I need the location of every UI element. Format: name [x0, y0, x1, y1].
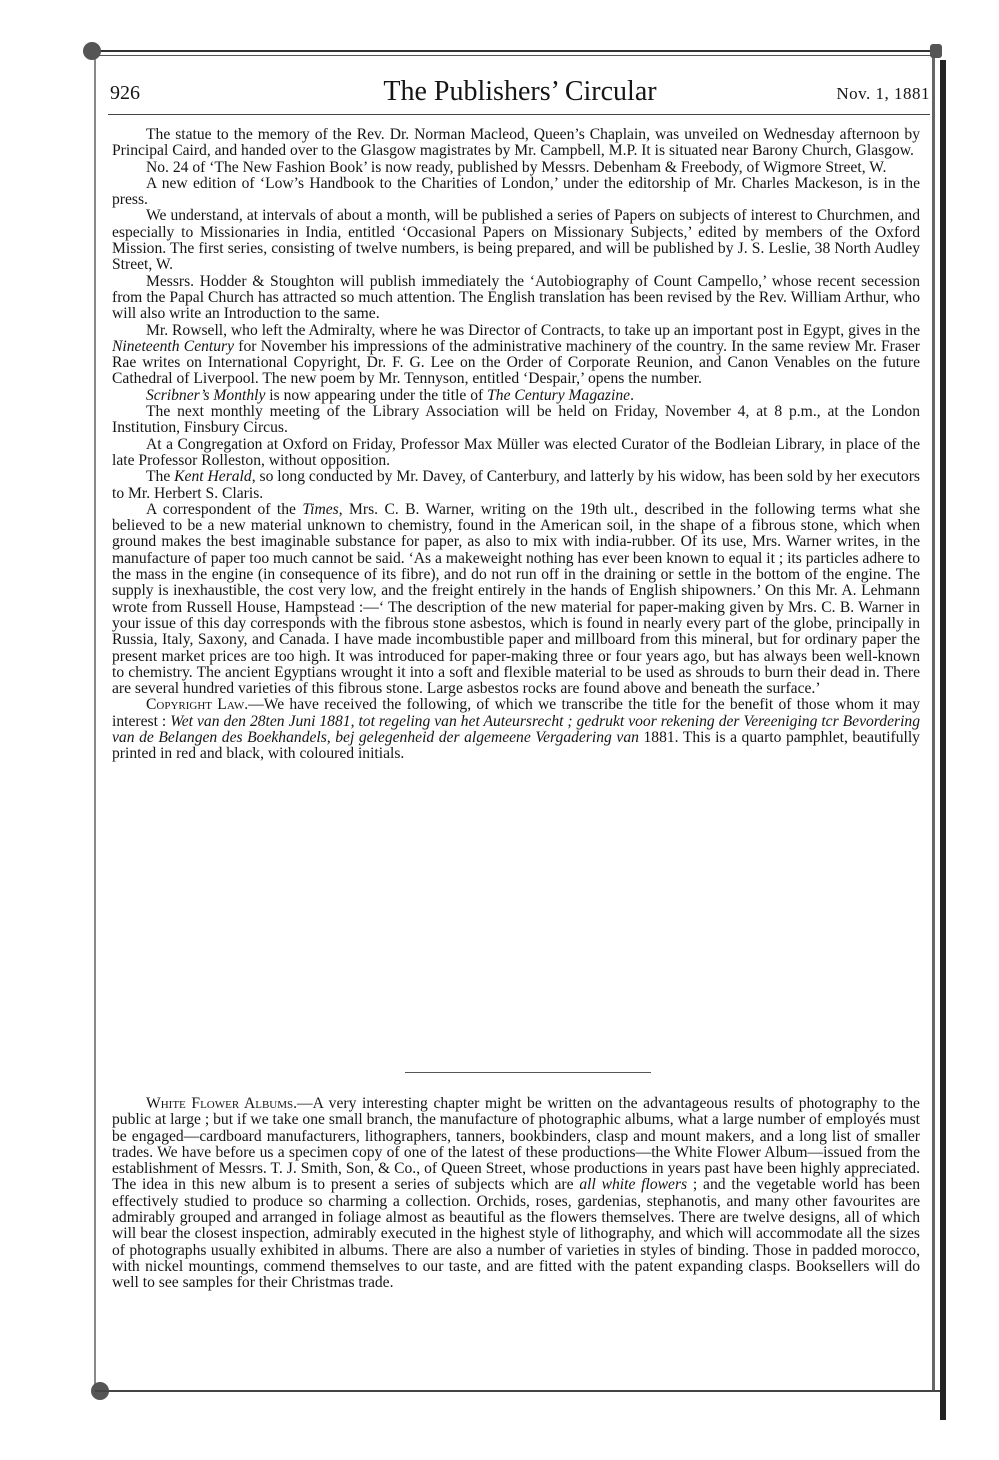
paragraph-max-muller: At a Congregation at Oxford on Friday, Professor Max Müller was elected Curator of the Bodleian Library, in place of the late Professor Rolleston, without opposition. — [112, 435, 920, 469]
top-border-rule-thin — [92, 55, 938, 56]
paragraph-copyright-law: Copyright Law.—We have received the following, of which we transcribe the title for the benefit of those whom it may interest : Wet van den 28ten Juni 1881, tot regeling van het Auteursrecht ; gedrukt voor rekening der Vereeniging tcr Bevordering van de Belangen des Boekhandels, bej gelegenheid der algemeene Vergadering van 1881. This is a quarto pamphlet, beautifully printed in red and black, with coloured initials. — [112, 696, 920, 763]
right-margin-line — [932, 56, 935, 1390]
paragraph-asbestos: A correspondent of the Times, Mrs. C. B. Warner, writing on the 19th ult., described in the following terms what she believed to be a new material unknown to chemistry, found in the American soil, in the shape of a fibrous stone, which when ground makes the best imaginable substance for paper, as also to mix with india-rubber. Of its use, Mrs. Warner writes, in the manufacture of paper too much cannot be said. ‘As a makeweight nothing has ever been known to equal it ; its particles adhere to the mass in the engine (in consequence of its fibre), and do not run off in the draining or settle in the bottom of the engine. The supply is inexhaustible, the cost very low, and the freight entirely in the hands of English shipowners.’ On this Mr. A. Lehmann wrote from Russell House, Hampstead :—‘ The description of the new material for paper-making given by Mrs. C. B. Warner in your issue of this day corresponds with the fibrous stone asbestos, which is found in nearly every part of the globe, principally in Russia, Italy, Saxony, and Canada. I have made incombustible paper and millboard from this mineral, but for ordinary paper the present market prices are too high. It was introduced for paper-making three or four years ago, but has always been well-known to chemistry. The ancient Egyptians wrought it into a soft and flexible material to be used as shrouds to burn their dead in. There are several hundred varieties of this fibrous stone. Large asbestos rocks are found above and beneath the surface.’ — [112, 500, 921, 698]
paragraph-missionary-papers: We understand, at intervals of about a month, will be published a series of Papers on subjects of interest to Churchmen, and especially to Missionaries in India, entitled ‘Occasional Papers on Missionary Subjects,’ edited by members of the Oxford Mission. The first series, consisting of twelve numbers, is being prepared, and will be published by J. S. Leslie, 38 North Audley Street, W. — [112, 207, 920, 274]
corner-ornament-icon — [930, 44, 942, 58]
section-divider — [405, 1072, 651, 1073]
paragraph-fashion-book: No. 24 of ‘The New Fashion Book’ is now ready, published by Messrs. Debenham & Freebody, of Wigmore Street, W. — [146, 158, 887, 176]
journal-title: The Publishers’ Circular — [383, 76, 657, 107]
paragraph-white-flower-albums: White Flower Albums.—A very interesting chapter might be written on the advantageous results of photography to the public at large ; but if we take one small branch, the manufacture of photographic albums, what a large number of employés must be engaged—cardboard manufacturers, lithographers, tanners, bookbinders, clasp and mount makers, and a long list of smaller trades. We have before us a specimen copy of one of the latest of these productions—the White Flower Album—issued from the establishment of Messrs. T. J. Smith, Son, & Co., of Queen Street, whose productions in years past have been highly appreciated. The idea in this new album is to present a series of subjects which are all white flowers ; and the vegetable world has been effectively studied to produce so charming a collection. Orchids, roses, gardenias, stephanotis, and many other favourites are admirably grouped and arranged in foliage almost as beautiful as the flowers themselves. There are twelve designs, all of which will bear the closest inspection, admirably executed in the highest style of lithography, and which will accommodate all the sizes of photographs usually exhibited in albums. There are also a number of varieties in styles of binding. Those in padded morocco, with nickel mountings, commend themselves to our taste, and are fitted with the patent expanding clasps. Booksellers will do well to see samples for their Christmas trade. — [112, 1095, 921, 1292]
issue-date: Nov. 1, 1881 — [836, 84, 930, 103]
paragraph-lows-handbook: A new edition of ‘Low’s Handbook to the Charities of London,’ under the editorship of Mr. Charles Mackeson, is in the press. — [112, 174, 920, 209]
paragraph-macleod-statue: The statue to the memory of the Rev. Dr. Norman Macleod, Queen’s Chaplain, was unveiled on Wednesday afternoon by Principal Caird, and handed over to the Glasgow magistrates by Mr. Campbell, M.P. It is situated near Barony Church, Glasgow. — [112, 126, 920, 160]
news-column — [112, 127, 920, 763]
header-rule — [108, 114, 930, 115]
corner-ornament-icon — [83, 42, 101, 60]
white-flower-albums-article — [112, 1096, 920, 1292]
top-border-rule — [92, 50, 938, 52]
paragraph-kent-herald: The Kent Herald, so long conducted by Mr. Davey, of Canterbury, and latterly by his widow, has been sold by her executors to Mr. Herbert S. Claris. — [112, 468, 920, 502]
page-header — [110, 78, 930, 112]
paragraph-library-association: The next monthly meeting of the Library Association will be held on Friday, November 4, at 8 p.m., at the London Institution, Finsbury Circus. — [112, 403, 920, 437]
left-margin-line — [94, 56, 96, 1390]
page-number: 926 — [110, 82, 140, 104]
paragraph-rowsell: Mr. Rowsell, who left the Admiralty, where he was Director of Contracts, to take up an important post in Egypt, gives in the Nineteenth Century for November his impressions of the administrative machinery of the country. In the same review Mr. Fraser Rae writes on International Copyright, Dr. F. G. Lee on the Order of Corporate Reunion, and Canon Venables on the future Cathedral of Liverpool. The new poem by Mr. Tennyson, entitled ‘Despair,’ opens the number. — [112, 321, 920, 388]
paragraph-scribners: Scribner’s Monthly is now appearing under the title of The Century Magazine. — [146, 386, 634, 404]
paragraph-campello: Messrs. Hodder & Stoughton will publish immediately the ‘Autobiography of Count Campello,’ whose recent secession from the Papal Church has attracted so much attention. The English translation has been revised by the Rev. William Arthur, who will also write an Introduction to the same. — [112, 272, 920, 323]
bottom-border-rule — [95, 1390, 940, 1392]
binding-edge — [940, 60, 946, 1420]
